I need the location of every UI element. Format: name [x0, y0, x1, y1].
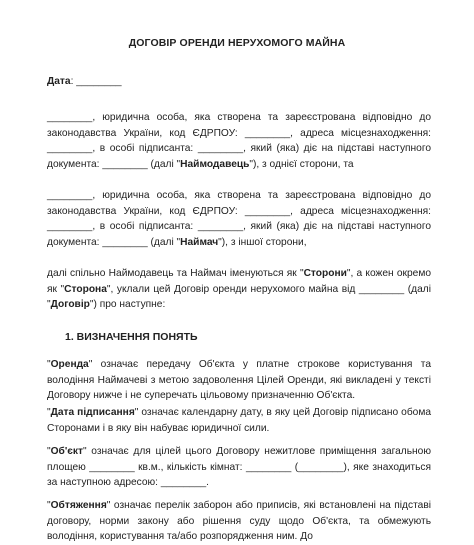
together-part2: ", а кожен окремо як "	[47, 268, 431, 295]
parties-together-paragraph	[47, 266, 431, 313]
party2-intro: ________, юридична особа, яка створена та зареєстрована відповідно до законодавства України, код ЄДРПОУ: ________, адреса місцезнаходження: ________, в особі підписанта: ________, який (яка) діє на підставі наступного документа: ________ (далі "	[47, 190, 431, 248]
party2-role: Наймач	[180, 236, 219, 248]
definition-term: Обтяження	[50, 500, 107, 511]
definition-quote: "	[47, 446, 51, 457]
definition-paragraph	[47, 444, 431, 491]
definition-text: " означає календарну дату, в яку цей Договір підписано обома Сторонами і в яку він набуває юридичної сили.	[47, 407, 431, 434]
definition-paragraph	[47, 357, 431, 404]
document-title: ДОГОВІР ОРЕНДИ НЕРУХОМОГО МАЙНА	[128, 37, 346, 49]
definition-term: Об'єкт	[50, 446, 83, 457]
section-heading-definitions: 1. ВИЗНАЧЕННЯ ПОНЯТЬ	[65, 331, 198, 343]
definition-quote: "	[47, 359, 51, 370]
party-landlord-paragraph	[47, 110, 431, 172]
definition-quote: "	[47, 500, 51, 511]
together-contract: Договір	[50, 299, 90, 311]
together-side: Сторона	[64, 283, 107, 295]
together-part4: ") про наступне:	[89, 299, 166, 311]
date-label: Дата	[47, 76, 71, 87]
date-line	[47, 74, 431, 90]
definition-quote: "	[47, 407, 51, 418]
party1-end: "), з однієї сторони, та	[249, 158, 354, 170]
definition-term: Оренда	[50, 359, 89, 370]
definition-text: " означає передачу Об'єкта у платне строкове користування та володіння Наймачеві з метою задоволення Цілей Оренди, які викладені у тексті Договору нижче і не суперечать цільовому призначенню Об'єкта.	[47, 359, 431, 402]
definition-paragraph	[47, 405, 431, 436]
together-part1: далі спільно Наймодавець та Наймач іменуються як "	[47, 268, 304, 279]
definition-text: " означає перелік заборон або приписів, які встановлені на підставі договору, норми закону або рішення суду щодо Об'єкта, та обмежують володіння, користування та/або розпорядження ним. До	[47, 500, 431, 543]
party1-role: Наймодавець	[180, 158, 250, 170]
party-tenant-paragraph	[47, 188, 431, 250]
together-part3: ", уклали цей Договір оренди нерухомого майна від ________ (далі "	[47, 283, 431, 311]
definition-term: Дата підписання	[50, 407, 135, 418]
definition-text: " означає для цілей цього Договору нежитлове приміщення загальною площею ________ кв.м., кількість кімнат: ________ (________), яке знаходиться за наступною адресою: ________.	[47, 446, 431, 489]
party1-intro: ________, юридична особа, яка створена та зареєстрована відповідно до законодавства України, код ЄДРПОУ: ________, адреса місцезнаходження: ________, в особі підписанта: ________, який (яка) діє на підставі наступного документа: ________ (далі "	[47, 112, 431, 170]
date-value: : ________	[70, 76, 122, 87]
together-sides: Сторони	[303, 268, 347, 279]
party2-end: "), з іншої сторони,	[218, 236, 307, 248]
definition-paragraph	[47, 498, 431, 545]
